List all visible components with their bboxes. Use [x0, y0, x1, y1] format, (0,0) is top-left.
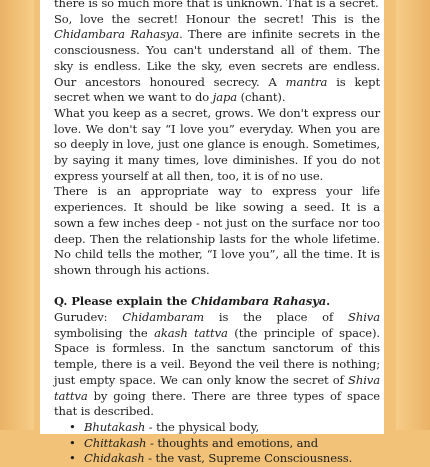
- book-page: [40, 0, 384, 466]
- list-item: • Chidakash - the vast, Supreme Consciousness.: [84, 451, 380, 467]
- body-paragraphs: [54, 0, 380, 279]
- page-text: [54, 0, 380, 467]
- page-border-right: [396, 0, 430, 430]
- paragraph: What you keep as a secret, grows. We don't express our love. We don't say “I love you” everyday. When you are so deeply in love, just one glance is enough. Sometimes, by saying it many times, love diminishes. If you do not express yourself at all then, too, it is of no use.: [54, 105, 380, 183]
- question-heading: Q. Please explain the Chidambara Rahasya.: [54, 294, 331, 309]
- paragraph: There is an appropriate way to express your life experiences. It should be like sowing a seed. It is a sown a few inches deep - not just on the surface nor too deep. Then the relationship lasts for the whole lifetime. No child tells the mother, “I love you”, all the time. It is shown through his actions.: [54, 184, 380, 277]
- list-item: • Bhutakash - the physical body,: [84, 420, 380, 436]
- paragraph: So, love the secret! Honour the secret! This is the Chidambara Rahasya. There are infinite secrets in the consciousness. You can't understand all of them. The sky is endless. Like the sky, even secrets are endless. Our ancestors honoured secrecy. A mantra is kept secret when we want to do japa (chant).: [54, 11, 381, 105]
- paragraph: there is so much more that is unknown. That is a secret.: [54, 0, 379, 10]
- space-types-list: [54, 420, 380, 467]
- page-border-left: [0, 0, 34, 430]
- list-item: • Chittakash - thoughts and emotions, and: [84, 436, 380, 452]
- answer-paragraph: Gurudev: Chidambaram is the place of Shiva symbolising the akash tattva (the principle of space). Space is formless. In the sanctum sanctorum of this temple, there is a veil. Beyond the veil there is nothing; just empty space. We can only know the secret of Shiva tattva by going there. There are three types of space that is described.: [54, 310, 380, 419]
